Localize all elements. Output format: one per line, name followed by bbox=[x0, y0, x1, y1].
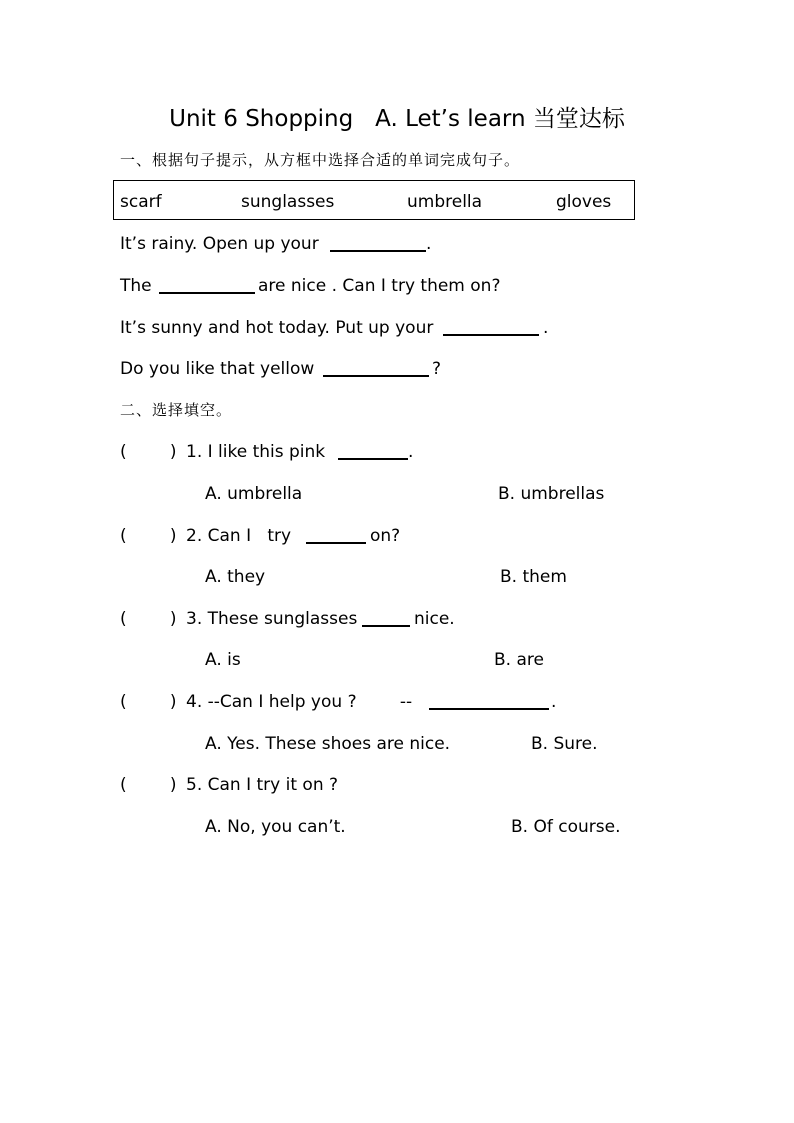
answer-paren[interactable]: ( ) bbox=[120, 692, 177, 712]
answer-blank bbox=[338, 458, 408, 460]
option-b: B. are bbox=[494, 650, 544, 670]
page-title: Unit 6 Shopping A. Let’s learn 当堂达标 bbox=[169, 106, 625, 132]
answer-blank[interactable] bbox=[323, 375, 429, 377]
word-bank-item: umbrella bbox=[407, 192, 483, 212]
answer-blank[interactable] bbox=[159, 292, 255, 294]
part1-heading: 一、根据句子提示，从方框中选择合适的单词完成句子。 bbox=[120, 151, 521, 169]
option-b: B. Sure. bbox=[531, 734, 598, 754]
option-a: A. is bbox=[205, 650, 241, 670]
question-stem: 5. Can I try it on ? bbox=[186, 775, 339, 795]
sentence-text: The bbox=[120, 276, 152, 296]
question-stem: on? bbox=[370, 526, 401, 546]
question-stem: 2. Can I try bbox=[186, 526, 292, 546]
answer-blank[interactable] bbox=[443, 334, 539, 336]
word-bank-item: gloves bbox=[556, 192, 612, 212]
answer-blank bbox=[306, 542, 366, 544]
question-stem: 4. --Can I help you ? -- bbox=[186, 692, 413, 712]
word-bank-box bbox=[113, 180, 635, 220]
answer-blank bbox=[362, 625, 410, 627]
part2-heading: 二、选择填空。 bbox=[120, 401, 233, 419]
answer-blank[interactable] bbox=[330, 250, 426, 252]
option-a: A. No, you can’t. bbox=[205, 817, 346, 837]
question-stem: . bbox=[551, 692, 557, 712]
sentence-text: are nice . Can I try them on? bbox=[258, 276, 501, 296]
question-stem: 1. I like this pink bbox=[186, 442, 326, 462]
answer-blank bbox=[429, 708, 549, 710]
question-stem: nice. bbox=[414, 609, 455, 629]
option-a: A. Yes. These shoes are nice. bbox=[205, 734, 451, 754]
sentence-text: . bbox=[426, 234, 432, 254]
sentence-text: ? bbox=[432, 359, 442, 379]
question-stem: 3. These sunglasses bbox=[186, 609, 358, 629]
sentence-text: Do you like that yellow bbox=[120, 359, 315, 379]
answer-paren[interactable]: ( ) bbox=[120, 775, 177, 795]
option-a: A. umbrella bbox=[205, 484, 303, 504]
sentence-text: It’s rainy. Open up your bbox=[120, 234, 319, 254]
sentence-text: It’s sunny and hot today. Put up your bbox=[120, 318, 434, 338]
sentence-text: . bbox=[543, 318, 549, 338]
option-b: B. Of course. bbox=[511, 817, 621, 837]
word-bank-item: scarf bbox=[120, 192, 162, 212]
option-a: A. they bbox=[205, 567, 266, 587]
answer-paren[interactable]: ( ) bbox=[120, 609, 177, 629]
answer-paren[interactable]: ( ) bbox=[120, 442, 177, 462]
question-stem: . bbox=[408, 442, 414, 462]
answer-paren[interactable]: ( ) bbox=[120, 526, 177, 546]
option-b: B. umbrellas bbox=[498, 484, 605, 504]
option-b: B. them bbox=[500, 567, 567, 587]
word-bank-item: sunglasses bbox=[241, 192, 335, 212]
